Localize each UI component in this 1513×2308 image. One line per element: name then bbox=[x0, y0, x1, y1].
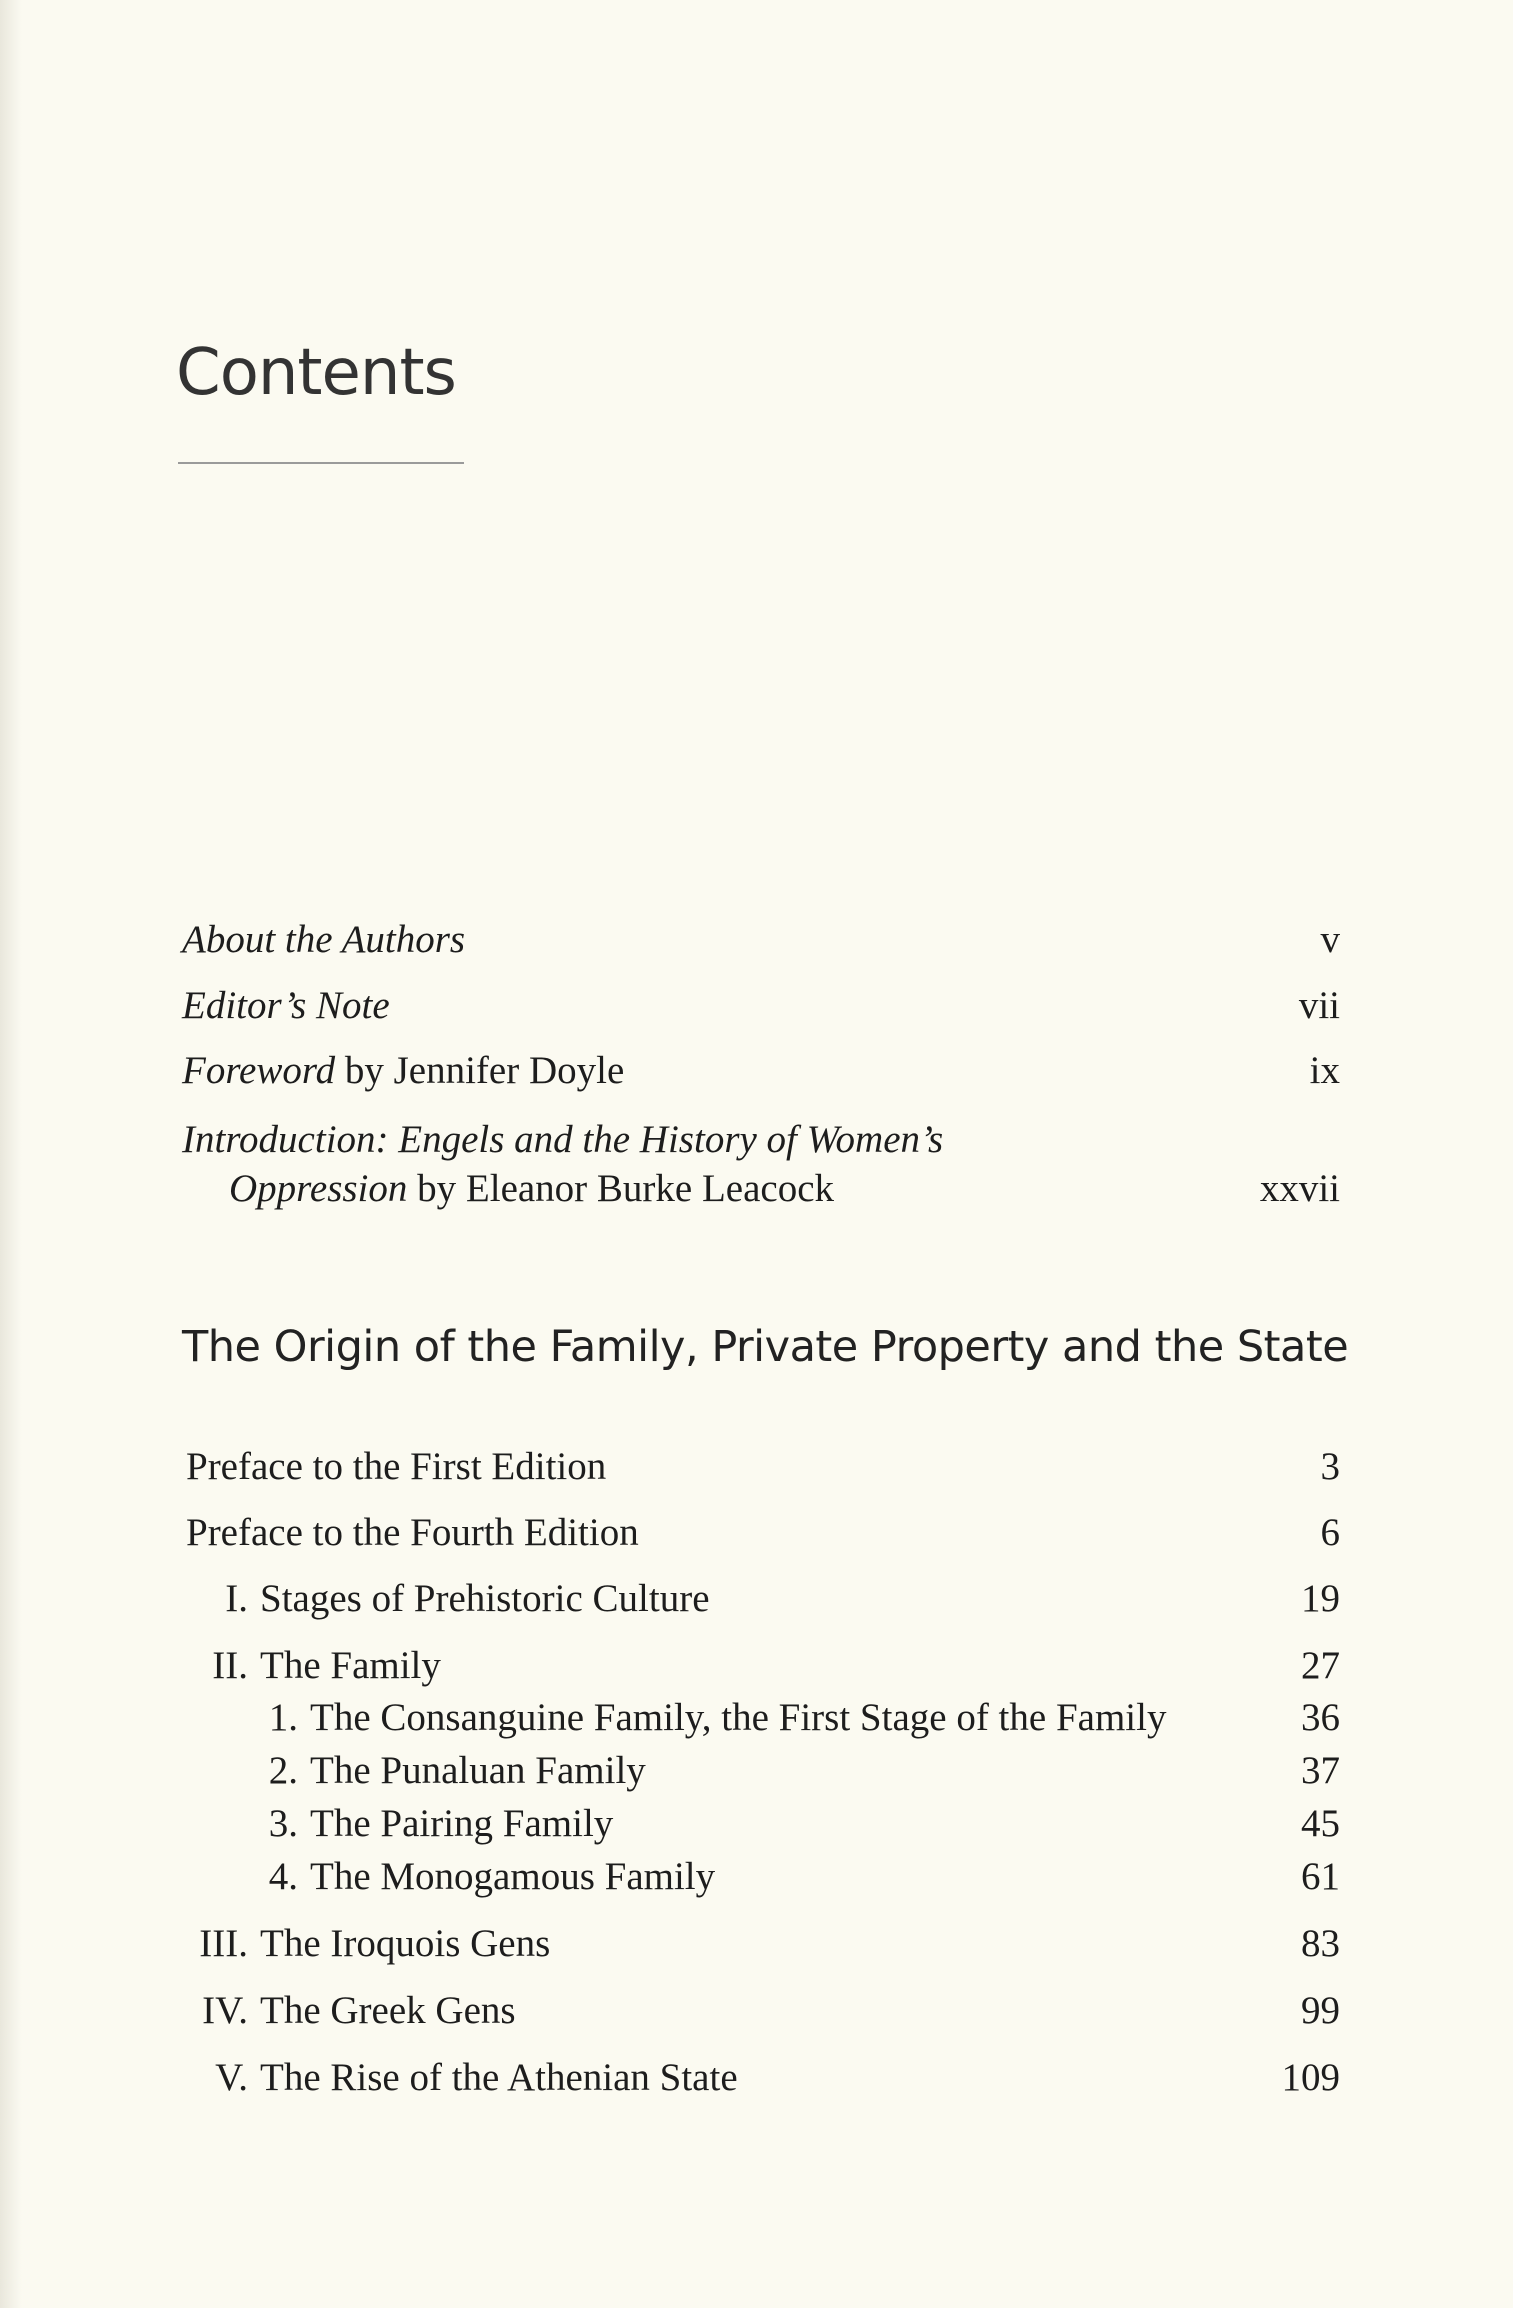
chapter-number: IV. bbox=[202, 1989, 248, 2032]
toc-chapter-1 bbox=[170, 1573, 1340, 1625]
toc-entry-title-group bbox=[258, 1798, 613, 1850]
toc-entry-title-group bbox=[170, 1985, 516, 2037]
toc-entry-page: 6 bbox=[1320, 1511, 1340, 1554]
toc-entry-page: 99 bbox=[1301, 1989, 1340, 2032]
toc-entry-page: 36 bbox=[1301, 1696, 1340, 1739]
section-heading: The Origin of the Family, Private Property and the State bbox=[182, 1322, 1349, 1372]
page-edge-shadow bbox=[0, 0, 22, 2308]
toc-entry-title-group bbox=[258, 1851, 715, 1903]
toc-entry-title: The Greek Gens bbox=[260, 1989, 516, 2032]
toc-entry-page: 27 bbox=[1301, 1644, 1340, 1687]
toc-entry-title: Introduction: Engels and the History of Women’s bbox=[182, 1118, 944, 1161]
subsection-number: 1. bbox=[268, 1696, 298, 1739]
toc-subsection-4 bbox=[258, 1851, 1340, 1903]
chapter-number: II. bbox=[212, 1644, 248, 1687]
chapter-number: I. bbox=[225, 1577, 248, 1620]
toc-entry-title: The Monogamous Family bbox=[310, 1855, 716, 1898]
toc-entry-preface-fourth bbox=[186, 1507, 1340, 1559]
toc-entry-byline: by Eleanor Burke Leacock bbox=[417, 1167, 835, 1210]
toc-entry-title-group bbox=[170, 2052, 738, 2104]
toc-subsection-1 bbox=[258, 1692, 1340, 1744]
toc-entry-about-authors bbox=[182, 914, 1340, 966]
toc-entry-page: xxvii bbox=[1259, 1167, 1340, 1210]
toc-entry-title: Preface to the Fourth Edition bbox=[186, 1511, 639, 1554]
toc-subsection-3 bbox=[258, 1798, 1340, 1850]
subsection-number: 3. bbox=[268, 1802, 298, 1845]
toc-chapter-5 bbox=[170, 2052, 1340, 2104]
toc-entry-page: 45 bbox=[1301, 1802, 1340, 1845]
toc-chapter-3 bbox=[170, 1918, 1340, 1970]
subsection-number: 4. bbox=[268, 1855, 298, 1898]
chapter-number: V. bbox=[215, 2056, 248, 2099]
toc-entry-title-group bbox=[170, 1573, 710, 1625]
subsection-number: 2. bbox=[268, 1749, 298, 1792]
toc-entry-title: Preface to the First Edition bbox=[186, 1445, 607, 1488]
toc-entry-title-group bbox=[170, 1640, 441, 1692]
toc-entry-title: Foreword bbox=[182, 1049, 336, 1092]
toc-entry-byline: by Jennifer Doyle bbox=[344, 1049, 625, 1092]
toc-entry-page: 19 bbox=[1301, 1577, 1340, 1620]
toc-chapter-4 bbox=[170, 1985, 1340, 2037]
toc-entry-page: ix bbox=[1309, 1049, 1340, 1092]
toc-subsection-2 bbox=[258, 1745, 1340, 1797]
toc-entry-title: Editor’s Note bbox=[182, 984, 390, 1027]
toc-entry-page: 61 bbox=[1301, 1855, 1340, 1898]
toc-entry-title: The Pairing Family bbox=[310, 1802, 614, 1845]
toc-entry-page: v bbox=[1320, 918, 1340, 961]
toc-entry-title: The Iroquois Gens bbox=[260, 1922, 551, 1965]
toc-entry-title: Stages of Prehistoric Culture bbox=[260, 1577, 710, 1620]
toc-entry-title-group bbox=[258, 1745, 646, 1797]
chapter-number: III. bbox=[199, 1922, 248, 1965]
toc-entry-page: 109 bbox=[1281, 2056, 1340, 2099]
toc-entry-title-group bbox=[258, 1692, 1166, 1744]
toc-entry-title-group bbox=[170, 1918, 550, 1970]
toc-entry-title: The Punaluan Family bbox=[310, 1749, 646, 1792]
toc-entry-introduction-line2 bbox=[229, 1163, 1340, 1215]
toc-entry-title: About the Authors bbox=[182, 918, 466, 961]
toc-entry-title: The Rise of the Athenian State bbox=[260, 2056, 738, 2099]
toc-entry-title: The Family bbox=[260, 1644, 441, 1687]
toc-entry-editors-note bbox=[182, 980, 1340, 1032]
toc-chapter-2 bbox=[170, 1640, 1340, 1692]
page-title: Contents bbox=[176, 336, 456, 410]
toc-entry-title-group bbox=[182, 1045, 624, 1097]
toc-entry-title: The Consanguine Family, the First Stage of the Family bbox=[310, 1696, 1167, 1739]
toc-entry-introduction-line1 bbox=[182, 1114, 1340, 1166]
toc-entry-page: 3 bbox=[1320, 1445, 1340, 1488]
toc-entry-page: 83 bbox=[1301, 1922, 1340, 1965]
toc-entry-title: Oppression bbox=[229, 1167, 408, 1210]
title-rule bbox=[178, 462, 464, 464]
toc-entry-foreword bbox=[182, 1045, 1340, 1097]
toc-entry-page: vii bbox=[1298, 984, 1340, 1027]
toc-entry-title-group bbox=[229, 1163, 834, 1215]
toc-entry-preface-first bbox=[186, 1441, 1340, 1493]
toc-entry-page: 37 bbox=[1301, 1749, 1340, 1792]
